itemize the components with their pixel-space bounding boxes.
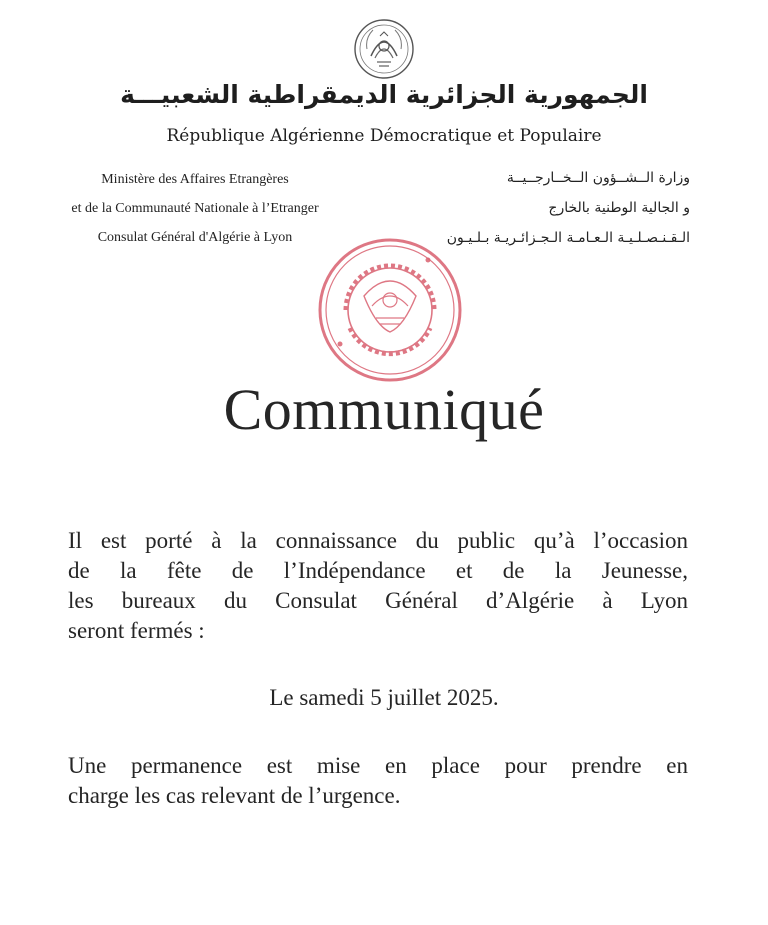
ministry-ar-line3: الـقـنـصـلـيـة الـعـامـة الـجـزائـريـة بـلـيـون: [446, 230, 690, 246]
paragraph-line: charge les cas relevant de l’urgence.: [68, 783, 401, 808]
announcement-paragraph: [68, 526, 688, 646]
closure-date: Le samedi 5 juillet 2025.: [269, 685, 499, 710]
permanence-paragraph: [68, 751, 688, 811]
paragraph-line: seront fermés :: [68, 618, 205, 643]
ministry-block-arabic: [440, 163, 690, 253]
national-emblem-icon: [353, 16, 415, 82]
french-republic-title: République Algérienne Démocratique et Populaire: [166, 126, 602, 146]
ministry-ar-line2: و الجالية الوطنية بالخارج: [548, 200, 690, 216]
ministry-ar-line1: وزارة الــشــؤون الــخــارجــيــة: [506, 170, 690, 186]
ministry-fr-line2: et de la Communauté Nationale à l’Etranger: [71, 201, 319, 216]
arabic-republic-title: الجمهورية الجزائرية الديمقراطية الشعبيـــة: [120, 80, 648, 109]
paragraph-line: Il est porté à la connaissance du public qu’à l’occasion: [68, 528, 688, 553]
paragraph-line: de la fête de l’Indépendance et de la Jeunesse,: [68, 558, 688, 583]
paragraph-line: Une permanence est mise en place pour prendre en: [68, 753, 688, 778]
document-title: Communiqué: [223, 377, 545, 442]
paragraph-line: les bureaux du Consulat Général d’Algérie à Lyon: [68, 588, 688, 613]
consulate-stamp: [306, 236, 474, 384]
ministry-fr-line3: Consulat Général d'Algérie à Lyon: [97, 230, 293, 245]
ministry-fr-line1: Ministère des Affaires Etrangères: [101, 172, 289, 187]
